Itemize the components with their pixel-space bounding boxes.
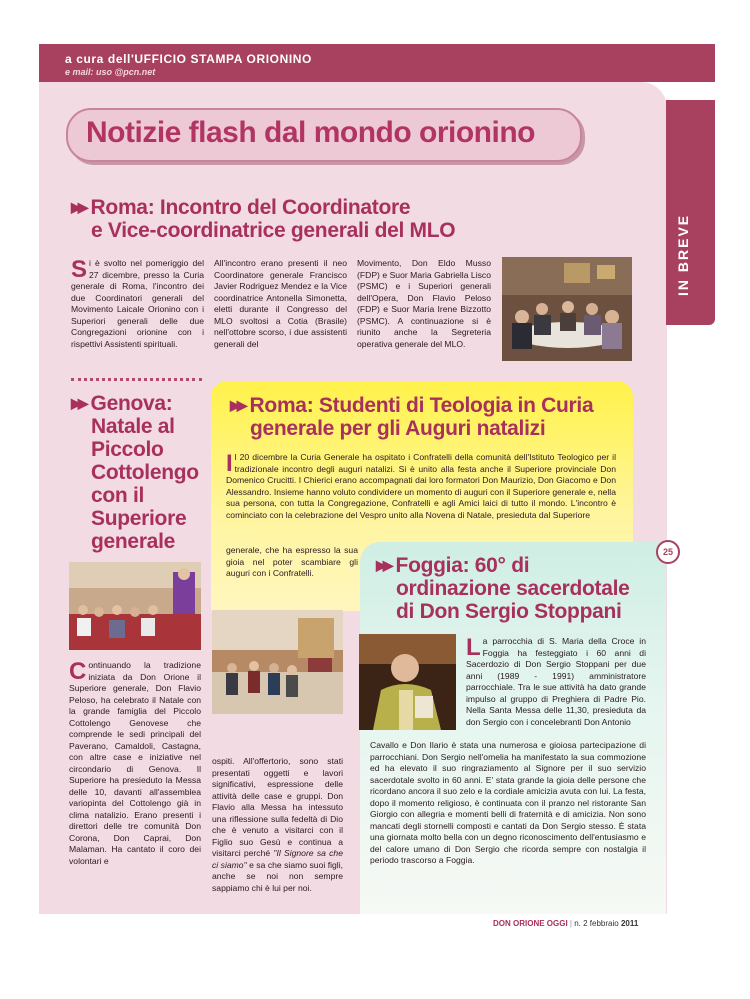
article4-bottom: Cavallo e Don Ilario è stata una numerosa e gioiosa partecipazione di parrocchiani. Don Sergio nell'omelia ha manifestato la sua commozione ed ha elevato il suo ringraziamento al Signore per il suo servizio sacerdotale svolto in 60 anni. E' stata grande la gioia delle persone che ricordano ancora il suo zelo e la cordiale amicizia avuta con lui. La festa, dopo il momento religioso, è continuata con il pranzo nel ristorante San Giorgio con allegria e momenti belli di fraternità e di amicizia. Non sono mancati degli stornelli composti e cantati da Don Sergio stesso. È stata una giornata molto bella con un degno riconoscimento dell'entusiasmo e del calore umano di Don Sergio che ricorda sempre con nostalgia il periodo trascorso a Foggia.	[370, 740, 646, 865]
dropcap: S	[71, 256, 88, 283]
meeting-photo	[502, 257, 632, 361]
article1-col3: Movimento, Don Eldo Musso (FDP) e Suor Maria Gabriella Lisco (PSMC) e i Superiori generali dell'Opera, Don Flavio Peloso (FDP) e Suor Maria Irene Bizzotto (PSMC). A continuazione si è riunito anche la Segreteria operativa generale del MLO.	[357, 258, 491, 349]
article4-top: La parrocchia di S. Maria della Croce in Foggia ha festeggiato i 60 anni di Sacerdozio di Don Sergio Stoppani per due anni (1989 - 1991) amministratore parrocchiale. Tra le sue attività ha dato grande impulso al gruppo di Preghiera di Padre Pio. Nella Santa Messa delle 11,30, presieduta da don Sergio con i concelebranti Don Antonio	[466, 634, 646, 727]
dropcap: C	[69, 658, 87, 685]
footer-issue: n. 2 febbraio	[574, 919, 619, 928]
arrow-icon: ▶▶	[230, 397, 244, 413]
chapel-photo	[212, 610, 343, 714]
arrow-icon: ▶▶	[71, 395, 85, 411]
header-email: e mail: uso @pcn.net	[65, 67, 156, 77]
arrow-icon: ▶▶	[376, 557, 390, 573]
article3-body: Il 20 dicembre la Curia Generale ha ospitato i Confratelli della comunità dell'Istituto Teologico per il tradizionale incontro degli auguri natalizi. Si è unito alla festa anche il Superiore provinciale Don Domenico Crucitti. I Chierici erano accompagnati dai loro formatori Don Maurizio, Don Giacomo e Don Alessandro. Insieme hanno voluto condividere un momento di auguri con il Superiore generale e, nella sua persona, con tutta la Congregazione, Confratelli e agli Amici laici di tutto il mondo. L'incontro è cominciato con la celebrazione del Vespro unito alla Novena di Natale, presieduta dal Superiore	[226, 450, 616, 520]
footer-year: 2011	[620, 919, 639, 928]
quote: "Il Signore sa che ci siamo"	[212, 848, 343, 870]
page-number: 25	[656, 540, 680, 564]
article2-heading: ▶▶ Genova: Natale al Piccolo Cottolengo con il Superiore generale	[71, 392, 199, 553]
dropcap: L	[466, 634, 481, 661]
dropcap: I	[226, 450, 233, 477]
article4-heading: ▶▶ Foggia: 60° di ordinazione sacerdotale di Don Sergio Stoppani	[376, 554, 630, 623]
article3-tail: generale, che ha espresso la sua gioia nel poter scambiare gli auguri con i Confratelli.	[226, 545, 358, 578]
footer-magazine: DON ORIONE OGGI	[493, 919, 568, 928]
genova-mass-photo	[69, 562, 201, 650]
page-title: Notizie flash dal mondo orionino	[86, 116, 535, 149]
dotted-separator	[71, 378, 202, 381]
header-band	[39, 44, 715, 82]
page-title-box	[66, 108, 582, 162]
arrow-icon: ▶▶	[71, 199, 85, 215]
article3-heading: ▶▶ Roma: Studenti di Teologia in Curia generale per gli Auguri natalizi	[230, 394, 594, 440]
section-tab-label: IN BREVE	[675, 213, 691, 296]
article2-col2: ospiti. All'offertorio, sono stati presentati oggetti e lavori significativi, espressione delle attività delle case e gruppi. Don Flavio alla Messa ha intessuto una riflessione sulla fedeltà di Dio che è venuto a visitarci con il Figlio suo Gesù e continua a visitarci perché "Il Signore sa che ci siamo" e sa che siamo suoi figli, anche se noi non sempre sappiamo chi è lui per noi.	[212, 756, 343, 893]
priest-photo	[359, 634, 456, 730]
article2-col1: Continuando la tradizione iniziata da Don Orione il Superiore generale, Don Flavio Peloso, ha celebrato il Natale con la grande famiglia del Piccolo Cottolengo Genovese che comprende le sedi principali del Paverano, Camaldoli, Castagna, con altre case e iniziative nel circondario di Genova. Il Superiore ha presieduto la Messa delle 10, davanti all'assemblea variopinta del Cottolengo già in clima natalizio. Erano presenti i direttori delle tre comunità Don Corona, Don Caprai, Don Malaman. Ha cantato il coro dei volontari e	[69, 658, 201, 866]
footer: DON ORIONE OGGI | n. 2 febbraio 2011	[493, 919, 639, 928]
section-tab	[666, 100, 715, 325]
article1-col1: Si è svolto nel pomeriggio del 27 dicembre, presso la Curia generale di Roma, l'incontro dei due Coordinatori generali del Movimento Laicale Orionino con i Superiori generali delle due Congregazioni orionine con i rispettivi Assistenti spirituali.	[71, 256, 204, 349]
article1-col2: All'incontro erano presenti il neo Coordinatore generale Francisco Javier Rodriguez Mendez e la Vice coordinatrice Antonella Simonetta, eletti durante il Congresso del MLO svoltosi a Cotia (Brasile) nell'ottobre scorso, i due assistenti generali del	[214, 258, 347, 349]
header-office: a cura dell'UFFICIO STAMPA ORIONINO	[65, 52, 312, 66]
article1-heading: ▶▶ Roma: Incontro del Coordinatore e Vice-coordinatrice generali del MLO	[71, 196, 456, 242]
